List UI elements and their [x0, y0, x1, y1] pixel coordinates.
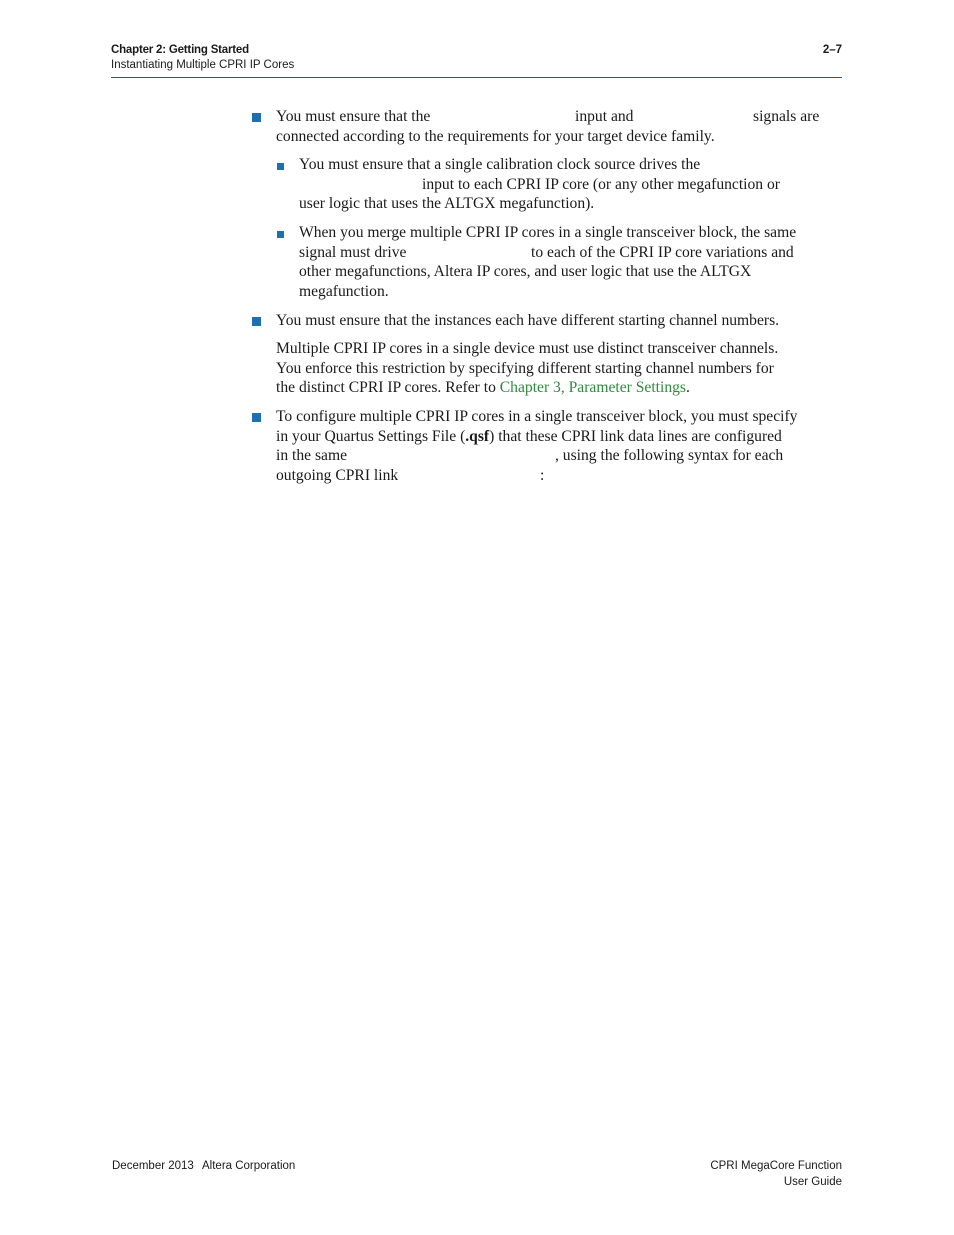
sub-bullet-1-line-1: You must ensure that a single calibration clock source drives the [299, 156, 701, 173]
sub-bullet-square-icon [277, 231, 284, 238]
sub-bullet-2-line-2a: signal must drive [299, 244, 407, 261]
sub-bullet-2-line-2b: to each of the CPRI IP core variations and [531, 244, 794, 261]
chapter-3-parameter-settings-link[interactable]: Chapter 3, Parameter Settings [499, 379, 686, 396]
sub-bullet-1-line-3: user logic that uses the ALTGX megafunction). [299, 195, 595, 212]
sub-bullet-square-icon [277, 163, 284, 170]
paragraph-line-3-text: the distinct CPRI IP cores. Refer to [276, 379, 496, 396]
sub-bullet-2-line-4: megafunction. [299, 283, 389, 300]
bullet-1-line-2: connected according to the requirements for your target device family. [276, 128, 715, 145]
bullet-1-line-1a: You must ensure that the [276, 108, 431, 125]
bullet-3-line-4b: : [540, 467, 545, 484]
bullet-3-line-3a: in the same [276, 447, 348, 464]
bullet-3-line-2a: in your Quartus Settings File ( [276, 428, 466, 445]
bullet-square-icon [252, 113, 261, 122]
paragraph-period: . [686, 379, 690, 396]
sub-bullet-2-line-1: When you merge multiple CPRI IP cores in a single transceiver block, the same [299, 224, 797, 241]
bullet-1-line-1b: input and [575, 108, 634, 125]
bullet-square-icon [252, 317, 261, 326]
running-header-chapter: Chapter 2: Getting Started [111, 44, 249, 56]
page-number: 2–7 [822, 44, 842, 56]
sub-bullet-2-line-3: other megafunctions, Altera IP cores, and user logic that use the ALTGX [299, 263, 752, 280]
bullet-square-icon [252, 413, 261, 422]
footer-company: Altera Corporation [202, 1160, 296, 1172]
bullet-3-line-4a: outgoing CPRI link [276, 467, 399, 484]
sub-bullet-1-line-2: input to each CPRI IP core (or any other megafunction or [422, 176, 780, 193]
bullet-3-line-2b: ) that these CPRI link data lines are configured [489, 428, 782, 445]
bullet-3-line-1: To configure multiple CPRI IP cores in a single transceiver block, you must specify [276, 408, 798, 425]
paragraph-line-1: Multiple CPRI IP cores in a single device must use distinct transceiver channels. [276, 340, 779, 357]
qsf-extension: .qsf [465, 428, 490, 445]
running-header-section: Instantiating Multiple CPRI IP Cores [111, 59, 295, 71]
paragraph-line-2: You enforce this restriction by specifying different starting channel numbers for [276, 360, 774, 377]
bullet-3-line-2 [276, 427, 782, 447]
paragraph-line-3 [276, 378, 690, 398]
footer-doc-type: User Guide [783, 1176, 842, 1188]
bullet-1-line-1c: signals are [753, 108, 820, 125]
header-rule [111, 77, 842, 78]
footer-date: December 2013 [112, 1160, 194, 1172]
bullet-3-line-3b: , using the following syntax for each [555, 447, 784, 464]
bullet-2-line-1: You must ensure that the instances each have different starting channel numbers. [276, 312, 780, 329]
footer-product: CPRI MegaCore Function [710, 1160, 842, 1172]
